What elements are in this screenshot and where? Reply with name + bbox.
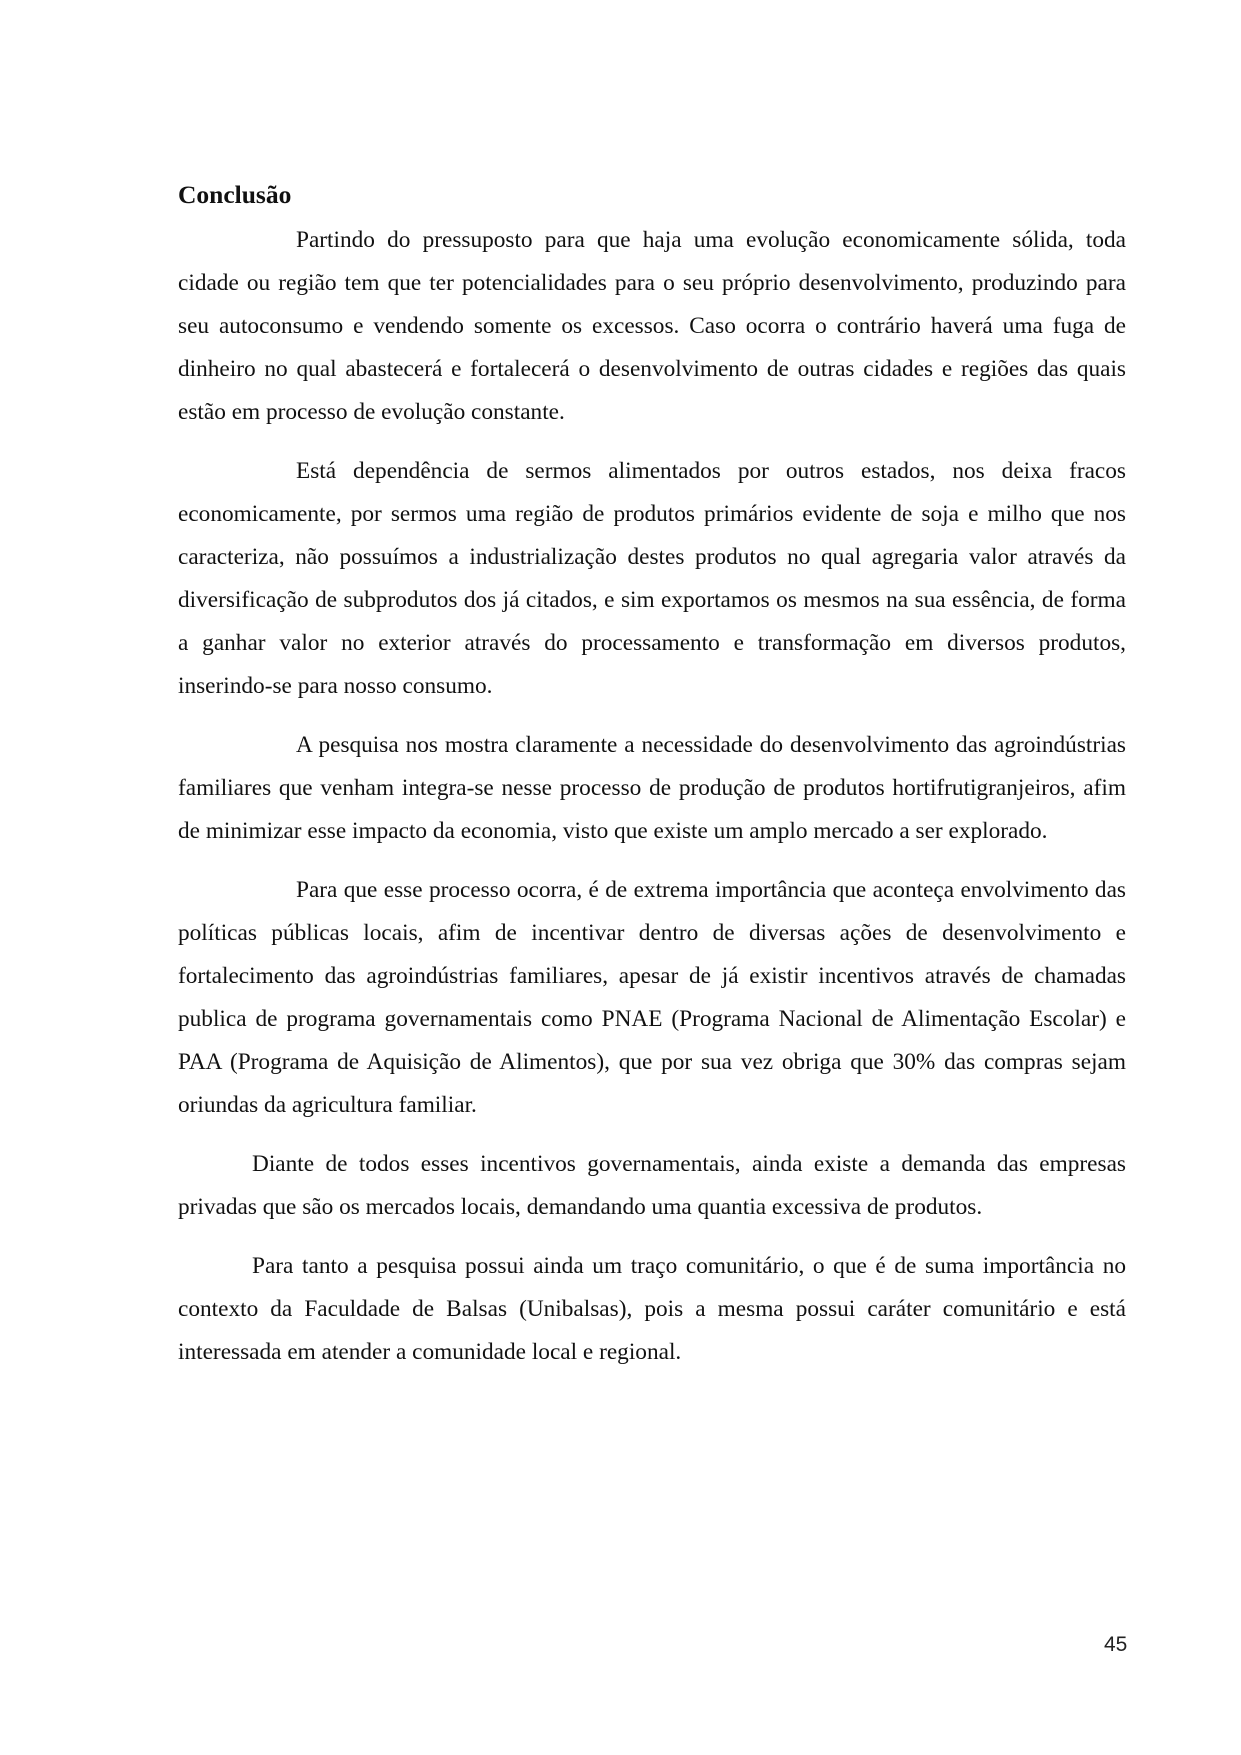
- section-heading: Conclusão: [178, 180, 292, 209]
- paragraph-4: Para que esse processo ocorra, é de extrema importância que aconteça envolvimento das políticas públicas locais, afim de incentivar dentro de diversas ações de desenvolvimento e fortalecimento das agroindústrias familiares, apesar de já existir incentivos através de chamadas publica de programa governamentais como PNAE (Programa Nacional de Alimentação Escolar) e PAA (Programa de Aquisição de Alimentos), que por sua vez obriga que 30% das compras sejam oriundas da agricultura familiar.: [178, 877, 1126, 1118]
- paragraph-3: A pesquisa nos mostra claramente a necessidade do desenvolvimento das agroindústrias familiares que venham integra-se nesse processo de produção de produtos hortifrutigranjeiros, afim de minimizar esse impacto da economia, visto que existe um amplo mercado a ser explorado.: [178, 732, 1126, 844]
- page-body: [178, 178, 1126, 1390]
- page-number: 45: [1104, 1633, 1128, 1656]
- paragraph-1: Partindo do pressuposto para que haja uma evolução economicamente sólida, toda cidade ou região tem que ter potencialidades para o seu próprio desenvolvimento, produzindo para seu autoconsumo e vendendo somente os excessos. Caso ocorra o contrário haverá uma fuga de dinheiro no qual abastecerá e fortalecerá o desenvolvimento de outras cidades e regiões das quais estão em processo de evolução constante.: [178, 227, 1126, 425]
- paragraph-5: Diante de todos esses incentivos governamentais, ainda existe a demanda das empresas privadas que são os mercados locais, demandando uma quantia excessiva de produtos.: [178, 1151, 1126, 1220]
- paragraph-6: Para tanto a pesquisa possui ainda um traço comunitário, o que é de suma importância no contexto da Faculdade de Balsas (Unibalsas), pois a mesma possui caráter comunitário e está interessada em atender a comunidade local e regional.: [178, 1253, 1126, 1365]
- paragraph-2: Está dependência de sermos alimentados por outros estados, nos deixa fracos economicamente, por sermos uma região de produtos primários evidente de soja e milho que nos caracteriza, não possuímos a industrialização destes produtos no qual agregaria valor através da diversificação de subprodutos dos já citados, e sim exportamos os mesmos na sua essência, de forma a ganhar valor no exterior através do processamento e transformação em diversos produtos, inserindo-se para nosso consumo.: [178, 458, 1126, 699]
